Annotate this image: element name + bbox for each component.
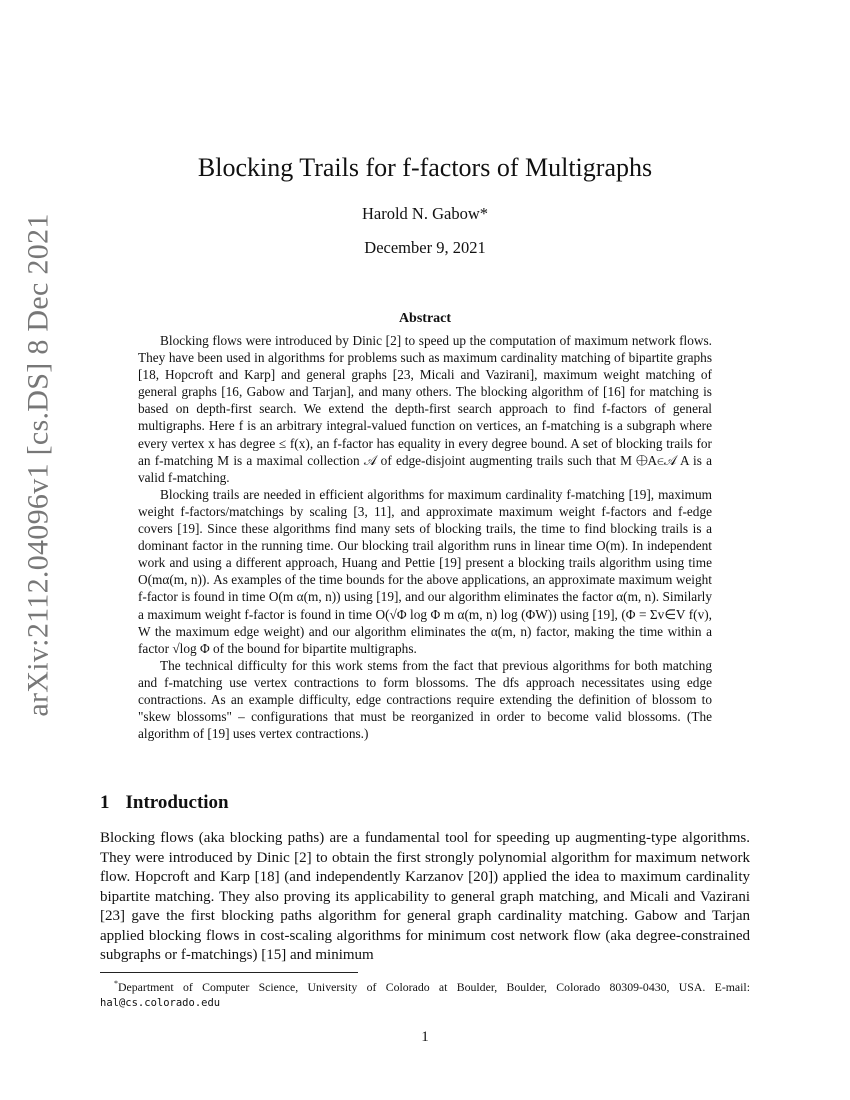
paper-date: December 9, 2021: [364, 238, 486, 257]
footnote-text: Department of Computer Science, University of Colorado at Boulder, Boulder, Colorado 80309-0430, USA. E-mail:: [118, 979, 750, 994]
paper-author: Harold N. Gabow*: [361, 204, 488, 223]
section-number: 1: [100, 792, 110, 813]
arxiv-sidebar-stamp: [18, 213, 60, 717]
intro-paragraph: Blocking flows (aka blocking paths) are a fundamental tool for speeding up augmenting-type algorithms. They were introduced by Dinic [2] to obtain the first strongly polynomial algorithm for maximum network flow. Hopcroft and Karp [18] (and independently Karzanov [20]) applied the idea to maximum cardinality bipartite matching. They also proving its applicability to general graph matching, and Micali and Vazirani [23] gave the first blocking paths algorithm for general graph cardinality matching. Gabow and Tarjan applied blocking flows in cost-scaling algorithms for minimum cost network flow (aka degree-constrained subgraphs or f-matchings) [15] and minimum: [100, 830, 750, 963]
paper-title: Blocking Trails for f-factors of Multigraphs: [197, 153, 653, 182]
footnote-email[interactable]: hal@cs.colorado.edu: [100, 996, 221, 1009]
footnote-rule: [100, 972, 358, 973]
footnote-marker: *: [114, 979, 118, 988]
section-title: Introduction: [125, 792, 229, 813]
abstract-heading: Abstract: [398, 311, 452, 326]
abstract-body: [138, 332, 712, 742]
arxiv-id: arXiv:2112.04096v1 [cs.DS] 8 Dec 2021: [22, 213, 55, 717]
abstract-paragraph: Blocking flows were introduced by Dinic [2] to speed up the computation of maximum network flows. They have been used in algorithms for problems such as maximum cardinality matching of bipartite graphs [18, Hopcroft and Karp] and general graphs [23, Micali and Vazirani], maximum weight matching of general graphs [16, Gabow and Tarjan], and many others. The blocking algorithm of [16] for matching is based on depth-first search. We extend the depth-first search approach to find f-factors of general multigraphs. Here f is an arbitrary integral-valued function on vertices, an f-matching is a subgraph where every vertex x has degree ≤ f(x), an f-factor has equality in every degree bound. A set of blocking trails for an f-matching M is a maximal collection 𝒜 of edge-disjoint augmenting trails such that M ⨁A∈𝒜 A is a valid f-matching.: [138, 333, 712, 485]
section-heading: [100, 792, 229, 814]
abstract-paragraph: The technical difficulty for this work stems from the fact that previous algorithms for both matching and f-matching use vertex contractions to form blossoms. The dfs approach necessitates using edge contractions. As an example difficulty, edge contractions require extending the definition of blossom to "skew blossoms" – configurations that must be reorganized in order to become valid blossoms. (The algorithm of [19] uses vertex contractions.): [138, 657, 712, 742]
footnote: [100, 976, 750, 1011]
page-number: 1: [421, 1029, 429, 1045]
abstract-paragraph: Blocking trails are needed in efficient algorithms for maximum cardinality f-matching [19], maximum weight f-factors/matchings by scaling [3, 11], and approximate maximum weight f-factors and f-edge covers [19]. Since these algorithms find many sets of blocking trails, the time to find blocking trails is a dominant factor in the running time. Our blocking trail algorithm runs in linear time O(m). In independent work and using a different approach, Huang and Pettie [19] present a blocking trails algorithm using time O(mα(m, n)). As examples of the time bounds for the above applications, an approximate maximum weight f-factor is found in time O(m α(m, n)) using [19], and our algorithm eliminates the factor α(m, n). Similarly a maximum weight f-factor is found in time O(√Φ log Φ m α(m, n) log (ΦW)) using [19], (Φ = Σv∈V f(v), W the maximum edge weight) and our algorithm eliminates the α(m, n) factor, making the time within a factor √log Φ of the bound for bipartite multigraphs.: [138, 486, 712, 656]
